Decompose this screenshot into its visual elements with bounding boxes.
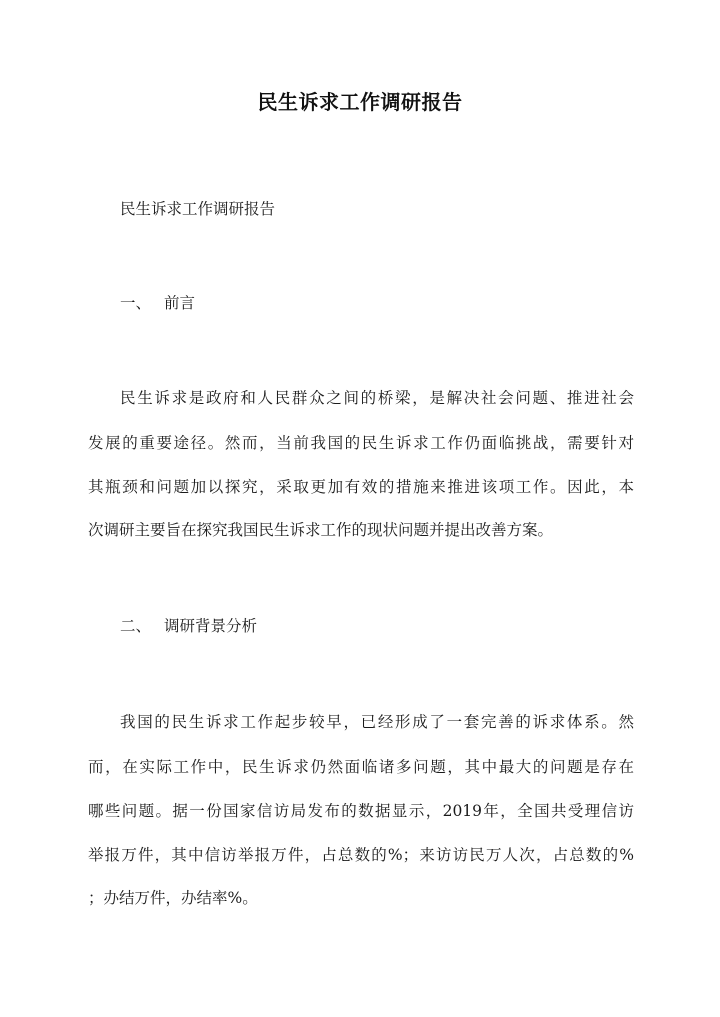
- paragraph-line: 而，在实际工作中，民生诉求仍然面临诸多问题，其中最大的问题是存在: [88, 758, 634, 776]
- section-heading-text: 调研背景分析: [164, 617, 258, 635]
- document-title: 民生诉求工作调研报告: [257, 90, 463, 114]
- section-number: 二、: [120, 617, 152, 635]
- document-subtitle: 民生诉求工作调研报告: [120, 200, 276, 218]
- paragraph-line: 哪些问题。据一份国家信访局发布的数据显示，2019年，全国共受理信访: [88, 802, 634, 820]
- paragraph-line: 民生诉求是政府和人民群众之间的桥梁，是解决社会问题、推进社会: [120, 389, 634, 407]
- paragraph-line: 发展的重要途径。然而，当前我国的民生诉求工作仍面临挑战，需要针对: [88, 434, 634, 452]
- paragraph-line: 次调研主要旨在探究我国民生诉求工作的现状问题并提出改善方案。: [88, 521, 554, 539]
- paragraph-line: ；办结万件，办结率%。: [88, 889, 258, 907]
- section-heading-1: [120, 293, 634, 313]
- paragraph-line: 其瓶颈和问题加以探究，采取更加有效的措施来推进该项工作。因此，本: [88, 478, 634, 496]
- paragraph-line: 举报万件，其中信访举报万件，占总数的%；来访访民万人次，占总数的%: [88, 846, 634, 864]
- section-heading-2: [120, 616, 634, 636]
- section-number: 一、: [120, 294, 152, 312]
- paragraph-line: 我国的民生诉求工作起步较早，已经形成了一套完善的诉求体系。然: [120, 713, 634, 731]
- section-heading-text: 前言: [164, 294, 196, 312]
